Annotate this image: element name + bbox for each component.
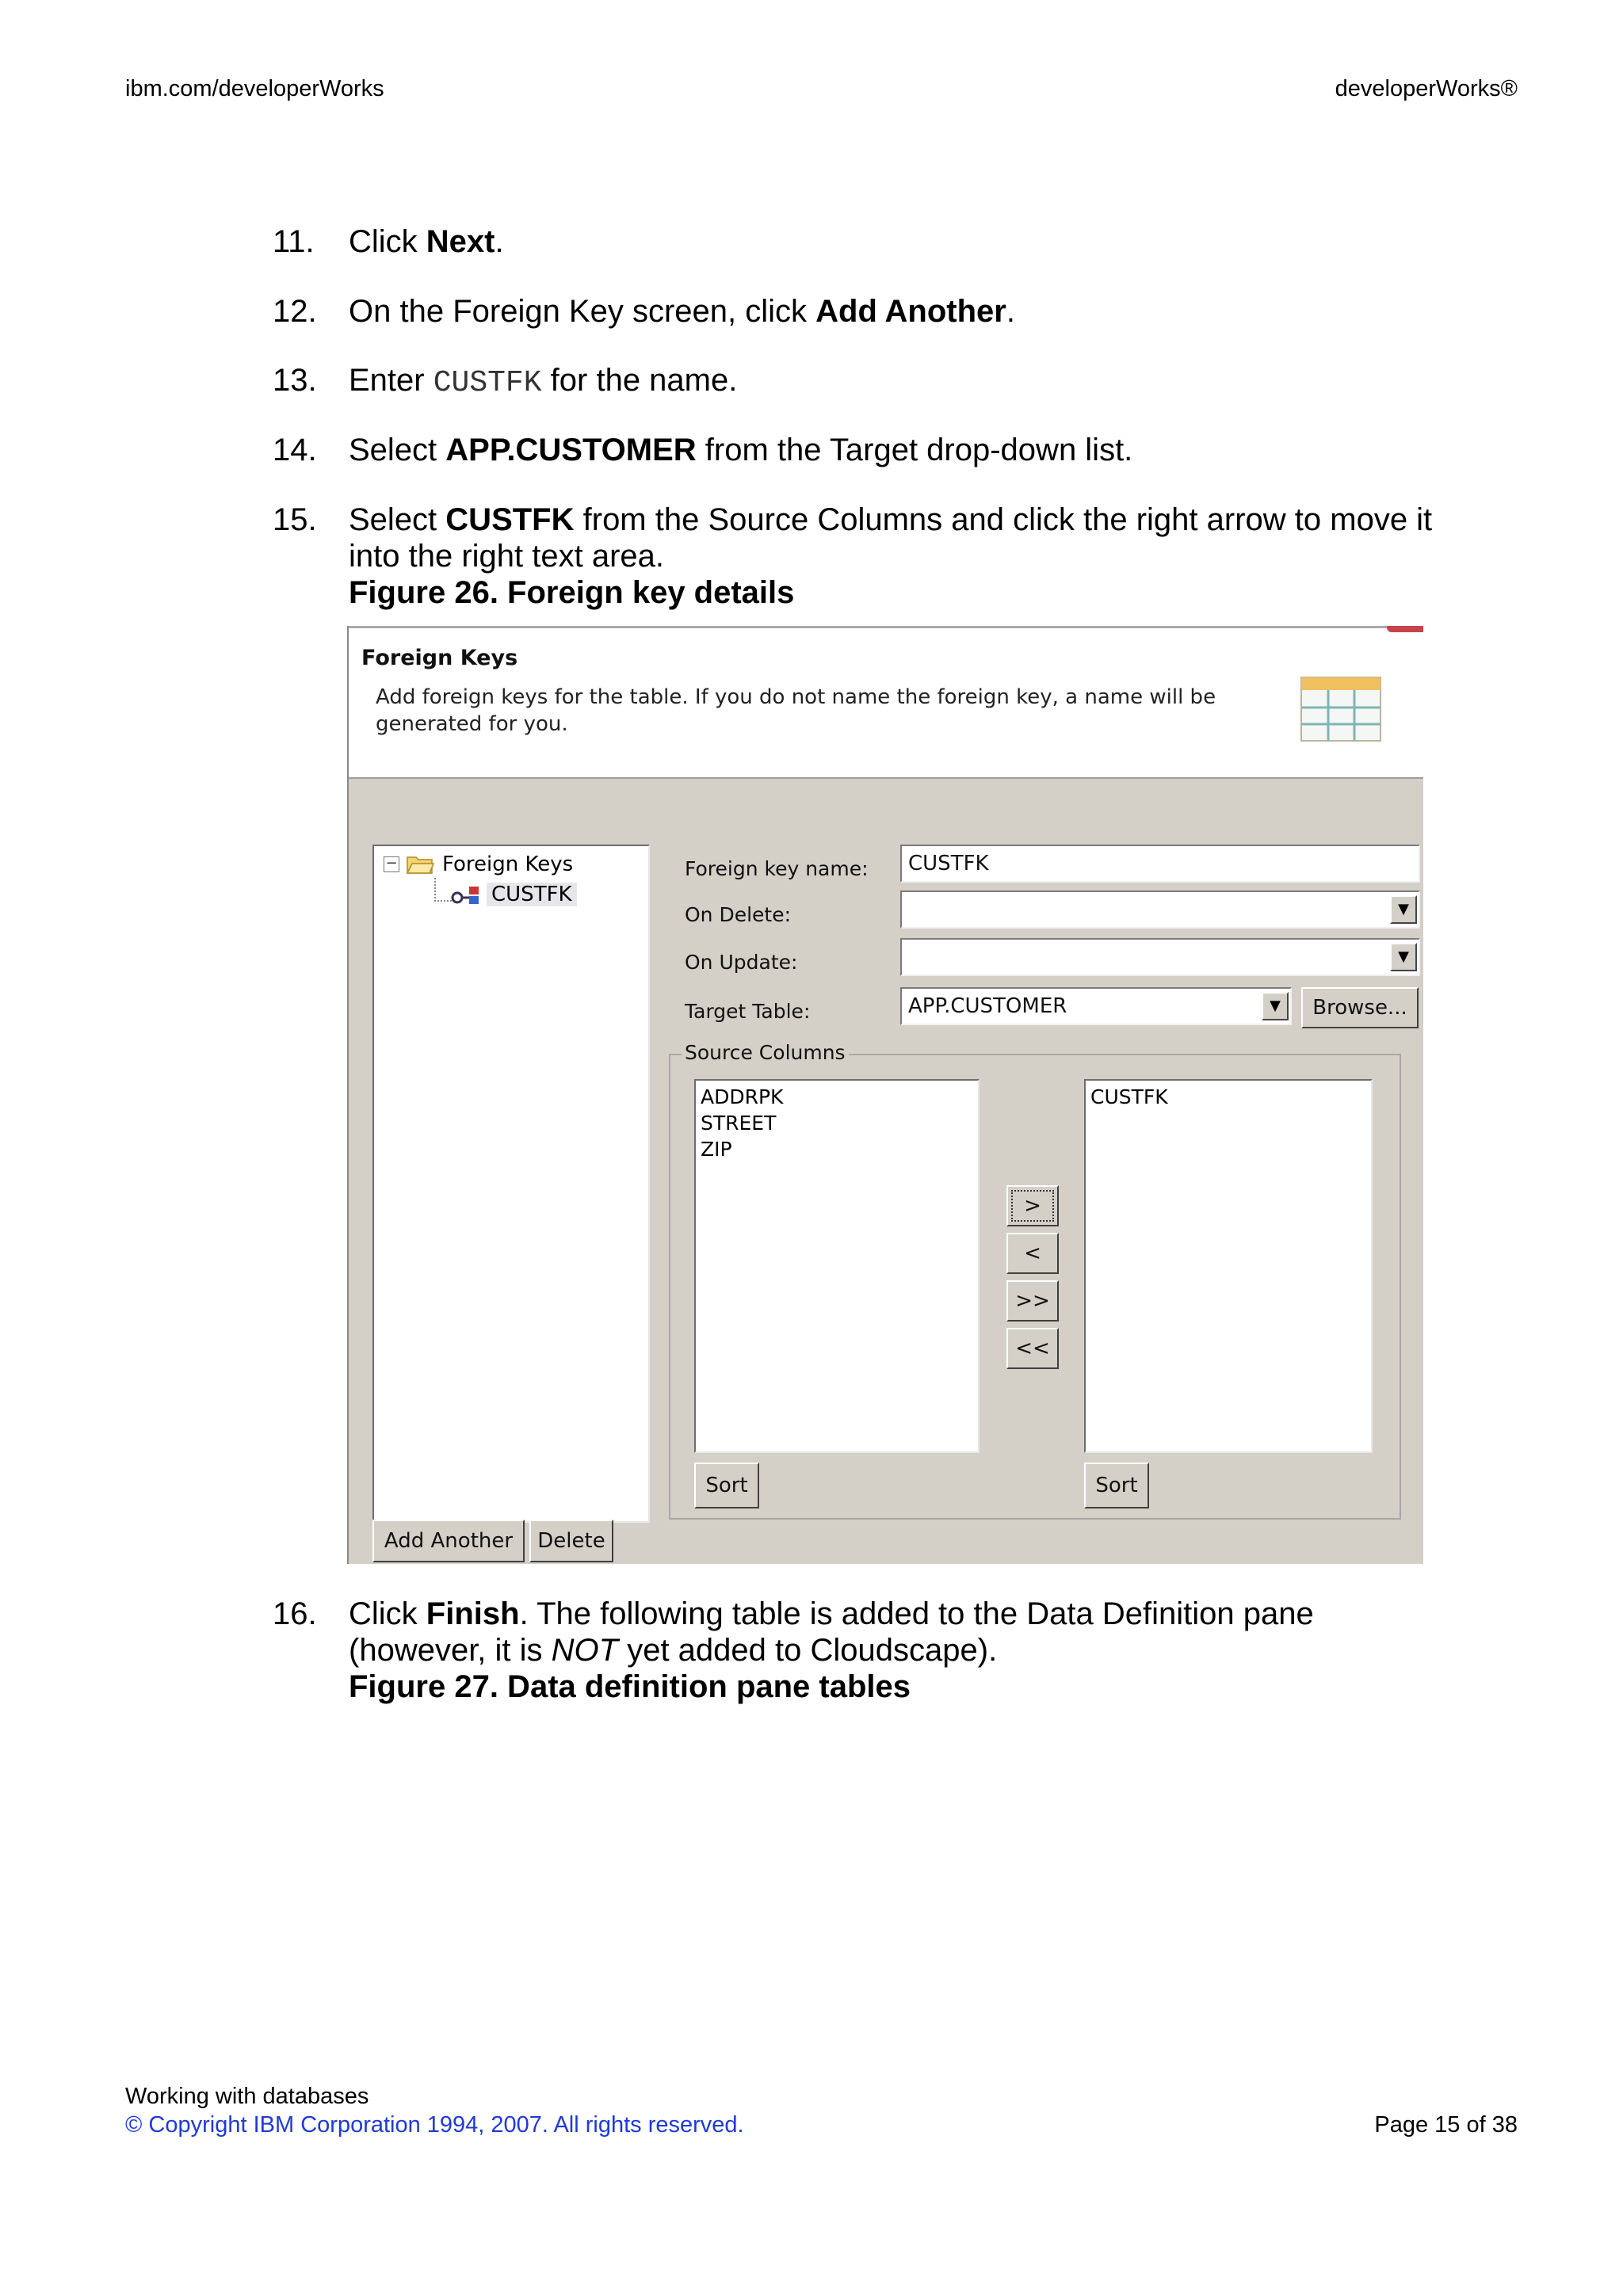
list-item[interactable]: STREET <box>701 1112 777 1135</box>
on-update-label: On Update: <box>685 951 798 974</box>
footer-title: Working with databases <box>125 2084 369 2109</box>
dialog-description: Add foreign keys for the table. If you do not name the foreign key, a name will be generated for you. <box>376 685 1216 736</box>
foreign-key-icon <box>450 883 480 906</box>
step-text: Select CUSTFK from the Source Columns and click the right arrow to move it into the right text area. Figure 26. Foreign key details <box>349 502 1442 611</box>
list-item[interactable]: ADDRPK <box>701 1085 784 1108</box>
tree-item-custfk[interactable] <box>450 883 577 906</box>
available-columns-list[interactable] <box>694 1079 980 1453</box>
tree-child-label: CUSTFK <box>487 883 577 906</box>
move-all-right-button[interactable]: >> <box>1006 1280 1059 1322</box>
move-all-left-button[interactable]: << <box>1006 1328 1059 1369</box>
collapse-icon[interactable]: − <box>384 856 399 872</box>
footer-copyright-link[interactable]: © Copyright IBM Corporation 1994, 2007. All rights reserved. <box>125 2112 744 2138</box>
header-brand: developerWorks® <box>1335 76 1518 101</box>
fk-name-label: Foreign key name: <box>685 857 869 880</box>
add-another-button[interactable]: Add Another <box>372 1520 525 1562</box>
fk-name-input[interactable]: CUSTFK <box>900 845 1420 883</box>
target-table-value: APP.CUSTOMER <box>908 994 1067 1018</box>
source-columns-group <box>669 1041 1401 1520</box>
window-accent <box>1387 626 1423 632</box>
selected-columns-list[interactable] <box>1084 1079 1373 1453</box>
dropdown-arrow-icon[interactable]: ▼ <box>1390 895 1417 924</box>
tree-item-foreign-keys[interactable] <box>384 852 573 876</box>
dialog-title: Foreign Keys <box>361 646 518 670</box>
step-number: 13. <box>273 363 317 398</box>
source-columns-title: Source Columns <box>682 1041 849 1064</box>
on-delete-select[interactable] <box>900 891 1420 929</box>
list-item[interactable]: ZIP <box>701 1138 732 1161</box>
step-text: On the Foreign Key screen, click Add Another. <box>349 294 1015 329</box>
dialog-banner <box>349 626 1423 779</box>
dropdown-arrow-icon[interactable]: ▼ <box>1262 992 1289 1020</box>
dropdown-arrow-icon[interactable]: ▼ <box>1390 943 1417 971</box>
step-number: 16. <box>273 1596 317 1631</box>
figure-caption: Figure 27. Data definition pane tables <box>349 1669 911 1704</box>
move-right-button[interactable]: > <box>1006 1185 1059 1226</box>
step-number: 14. <box>273 433 317 467</box>
on-delete-label: On Delete: <box>685 903 792 926</box>
delete-button[interactable]: Delete <box>529 1520 613 1562</box>
step-number: 15. <box>273 502 317 537</box>
foreign-key-tree[interactable] <box>372 845 650 1523</box>
browse-button[interactable]: Browse... <box>1301 987 1419 1028</box>
sort-selected-button[interactable]: Sort <box>1084 1463 1149 1508</box>
folder-icon <box>406 854 434 875</box>
step-number: 11. <box>273 224 315 259</box>
tree-root-label: Foreign Keys <box>442 852 574 876</box>
footer-page-number: Page 15 of 38 <box>1374 2112 1518 2138</box>
step-text: Enter CUSTFK for the name. <box>349 363 738 400</box>
step-text: Click Next. <box>349 224 504 259</box>
figure-caption: Figure 26. Foreign key details <box>349 575 795 610</box>
on-update-select[interactable] <box>900 938 1420 976</box>
header-site-link: ibm.com/developerWorks <box>125 76 384 101</box>
move-left-button[interactable]: < <box>1006 1233 1059 1274</box>
target-table-select[interactable] <box>900 987 1292 1025</box>
list-item[interactable]: CUSTFK <box>1090 1085 1168 1108</box>
step-text: Select APP.CUSTOMER from the Target drop-down list. <box>349 433 1133 467</box>
table-icon <box>1300 676 1382 742</box>
step-text: Click Finish. The following table is added to the Data Definition pane (however, it is NOT yet added to Cloudscape). Figure 27. Data definition pane tables <box>349 1596 1442 1705</box>
foreign-keys-dialog <box>347 626 1423 1564</box>
sort-available-button[interactable]: Sort <box>694 1463 759 1508</box>
step-number: 12. <box>273 294 317 329</box>
target-table-label: Target Table: <box>685 1000 811 1023</box>
